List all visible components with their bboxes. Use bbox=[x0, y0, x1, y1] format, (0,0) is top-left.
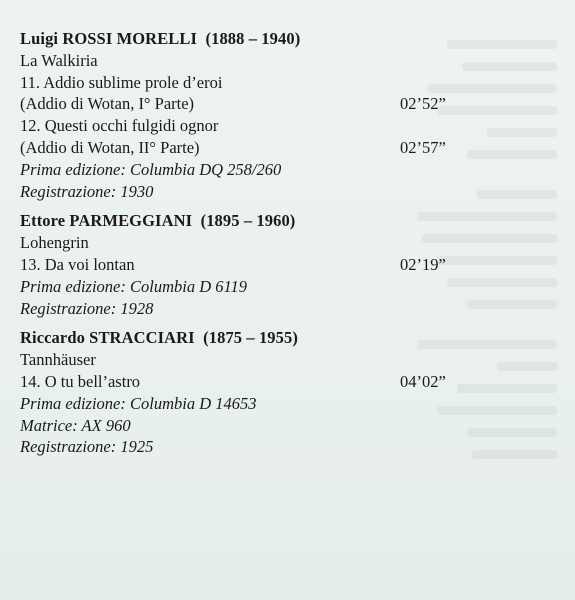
artist-dates: (1895 – 1960) bbox=[200, 211, 296, 231]
artist-section bbox=[20, 28, 490, 202]
artist-heading bbox=[20, 28, 490, 50]
track-duration: 02’57” bbox=[400, 137, 446, 157]
opera-title: La Walkiria bbox=[20, 50, 98, 70]
recording-note: Registrazione: 1925 bbox=[20, 437, 154, 457]
track-line bbox=[20, 72, 490, 94]
track-line bbox=[20, 137, 490, 159]
track-line bbox=[20, 371, 490, 393]
artist-name: Riccardo STRACCIARI bbox=[20, 328, 195, 348]
track-listing bbox=[20, 28, 490, 466]
artist-heading bbox=[20, 327, 490, 349]
track-title: 11. Addio sublime prole d’eroi bbox=[20, 72, 223, 92]
track-line bbox=[20, 115, 490, 137]
matrix-note: Matrice: AX 960 bbox=[20, 415, 131, 435]
artist-name: Ettore PARMEGGIANI bbox=[20, 211, 193, 231]
bleed-through-mark bbox=[487, 128, 557, 137]
track-title: (Addio di Wotan, II° Parte) bbox=[20, 137, 200, 157]
track-line bbox=[20, 93, 490, 115]
artist-heading bbox=[20, 210, 490, 232]
edition-note: Prima edizione: Columbia DQ 258/260 bbox=[20, 159, 282, 179]
artist-name: Luigi ROSSI MORELLI bbox=[20, 29, 198, 48]
artist-dates: (1888 – 1940) bbox=[205, 29, 301, 48]
track-line bbox=[20, 254, 490, 276]
track-title: (Addio di Wotan, I° Parte) bbox=[20, 94, 195, 114]
bleed-through-mark bbox=[497, 362, 557, 371]
artist-section bbox=[20, 210, 490, 319]
recording-note: Registrazione: 1928 bbox=[20, 298, 154, 318]
recording-note: Registrazione: 1930 bbox=[20, 181, 154, 201]
opera-title: Tannhäuser bbox=[20, 350, 96, 370]
edition-note: Prima edizione: Columbia D 6119 bbox=[20, 276, 248, 296]
track-duration: 04’02” bbox=[400, 371, 446, 391]
opera-title: Lohengrin bbox=[20, 233, 89, 253]
track-title: 14. O tu bell’astro bbox=[20, 371, 141, 391]
track-duration: 02’52” bbox=[400, 94, 446, 114]
edition-note: Prima edizione: Columbia D 14653 bbox=[20, 393, 257, 413]
track-title: 12. Questi occhi fulgidi ognor bbox=[20, 116, 219, 136]
track-title: 13. Da voi lontan bbox=[20, 254, 135, 274]
track-duration: 02’19” bbox=[400, 254, 446, 274]
artist-section bbox=[20, 327, 490, 458]
artist-dates: (1875 – 1955) bbox=[203, 328, 298, 348]
